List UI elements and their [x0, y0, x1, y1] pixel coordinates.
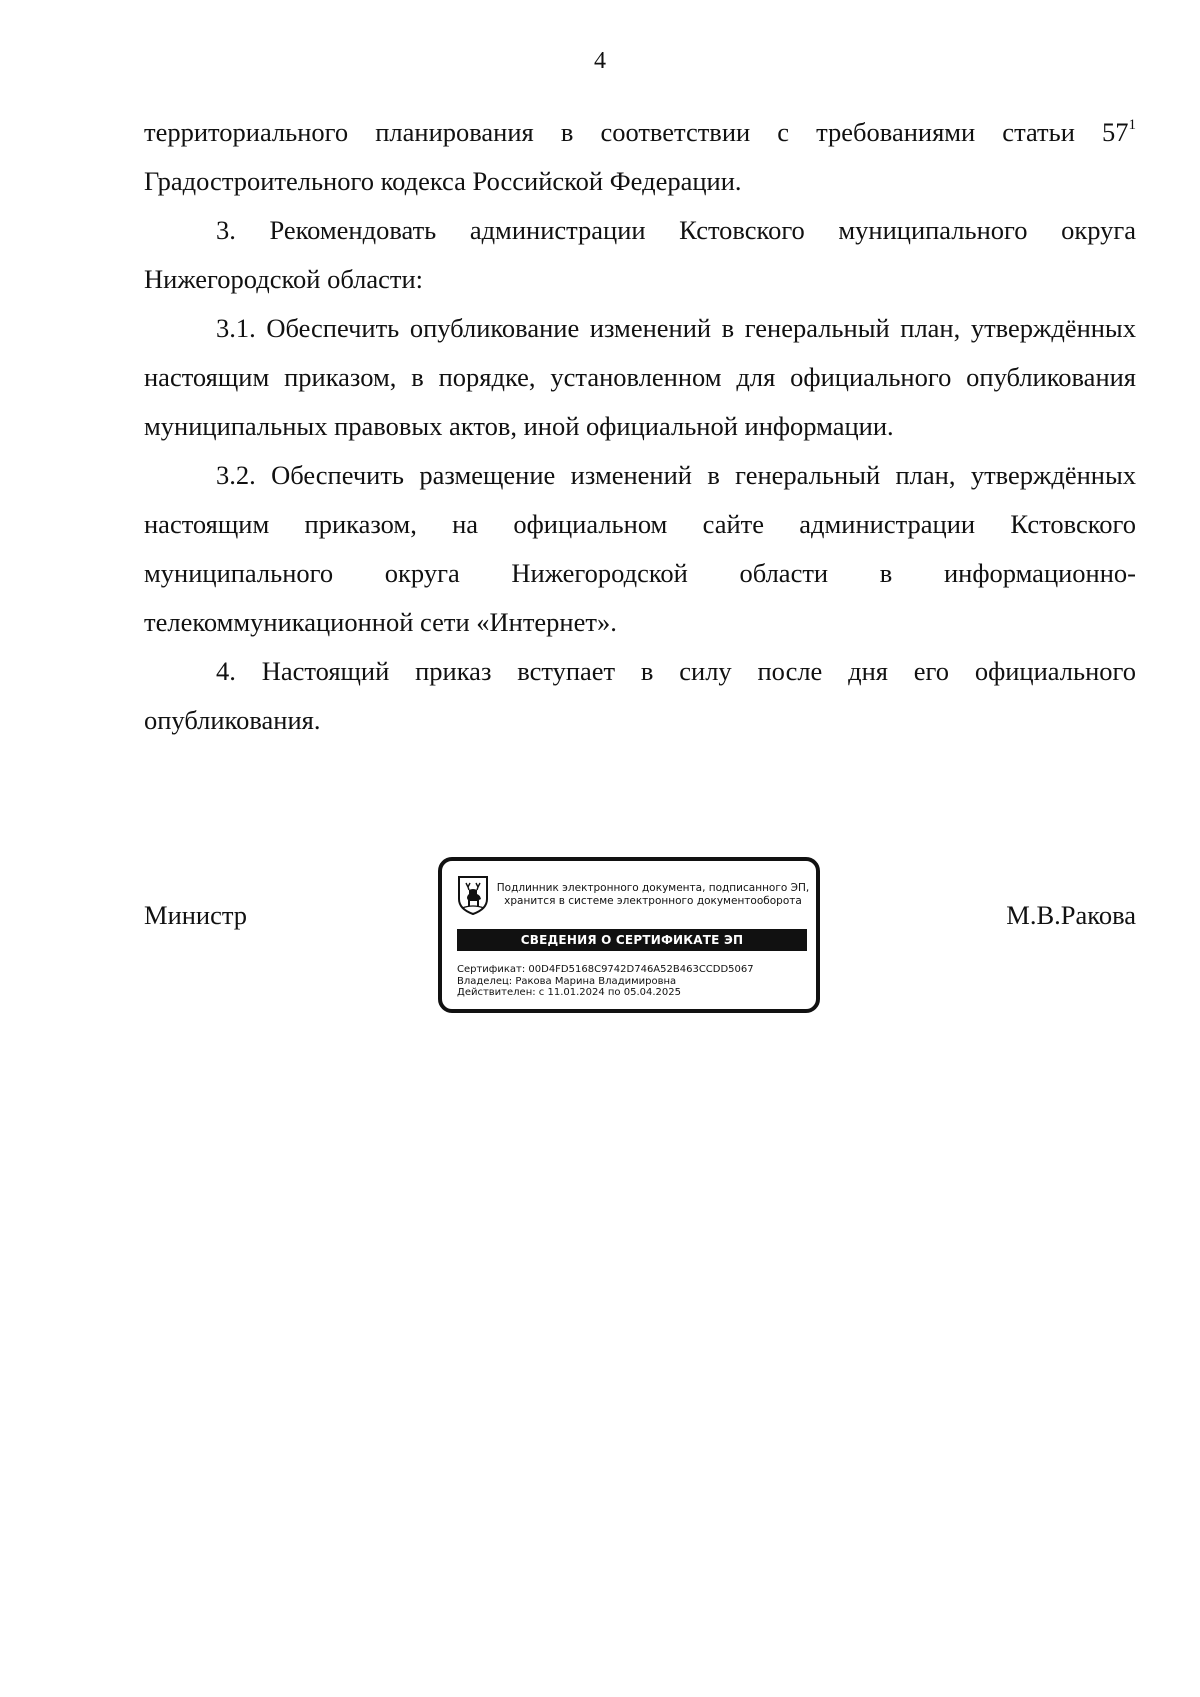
document-body: [144, 108, 1136, 745]
certificate-info-bar: СВЕДЕНИЯ О СЕРТИФИКАТЕ ЭП: [457, 929, 807, 951]
paragraph-item-4: 4. Настоящий приказ вступает в силу после дня его официального опубликования.: [144, 656, 1136, 735]
article-superscript: 1: [1128, 117, 1136, 134]
nizhny-novgorod-deer-emblem-icon: [457, 875, 489, 915]
signatory-name: М.В.Ракова: [1006, 900, 1136, 930]
stamp-header: [488, 882, 818, 908]
stamp-header-line-2: хранится в системе электронного документооборота: [504, 895, 802, 907]
certificate-details: [457, 964, 812, 999]
certificate-number: Сертификат: 00D4FD5168C9742D746A52B463CCDD5067: [457, 964, 754, 975]
certificate-validity: Действителен: с 11.01.2024 по 05.04.2025: [457, 987, 681, 998]
paragraph-continuation-tail: Градостроительного кодекса Российской Федерации.: [144, 166, 742, 196]
electronic-signature-stamp: [438, 857, 820, 1013]
stamp-header-line-1: Подлинник электронного документа, подписанного ЭП,: [496, 882, 810, 894]
paragraph-continuation: [144, 108, 1136, 206]
paragraph-item-3-1: 3.1. Обеспечить опубликование изменений в генеральный план, утверждённых настоящим приказом, в порядке, установленном для официального опубликования муниципальных правовых актов, иной официальной информации.: [144, 313, 1136, 441]
paragraph-continuation-text: территориального планирования в соответствии с требованиями статьи 57: [144, 117, 1129, 147]
paragraph-item-3: 3. Рекомендовать администрации Кстовского муниципального округа Нижегородской области:: [144, 215, 1136, 294]
paragraph-item-3-2: 3.2. Обеспечить размещение изменений в генеральный план, утверждённых настоящим приказом, на официальном сайте администрации Кстовского муниципального округа Нижегородской области в информационно-телекоммуникационной сети «Интернет».: [144, 460, 1136, 637]
certificate-owner: Владелец: Ракова Марина Владимировна: [457, 975, 677, 987]
signatory-title: Министр: [144, 900, 248, 930]
page-number: 4: [594, 48, 606, 74]
